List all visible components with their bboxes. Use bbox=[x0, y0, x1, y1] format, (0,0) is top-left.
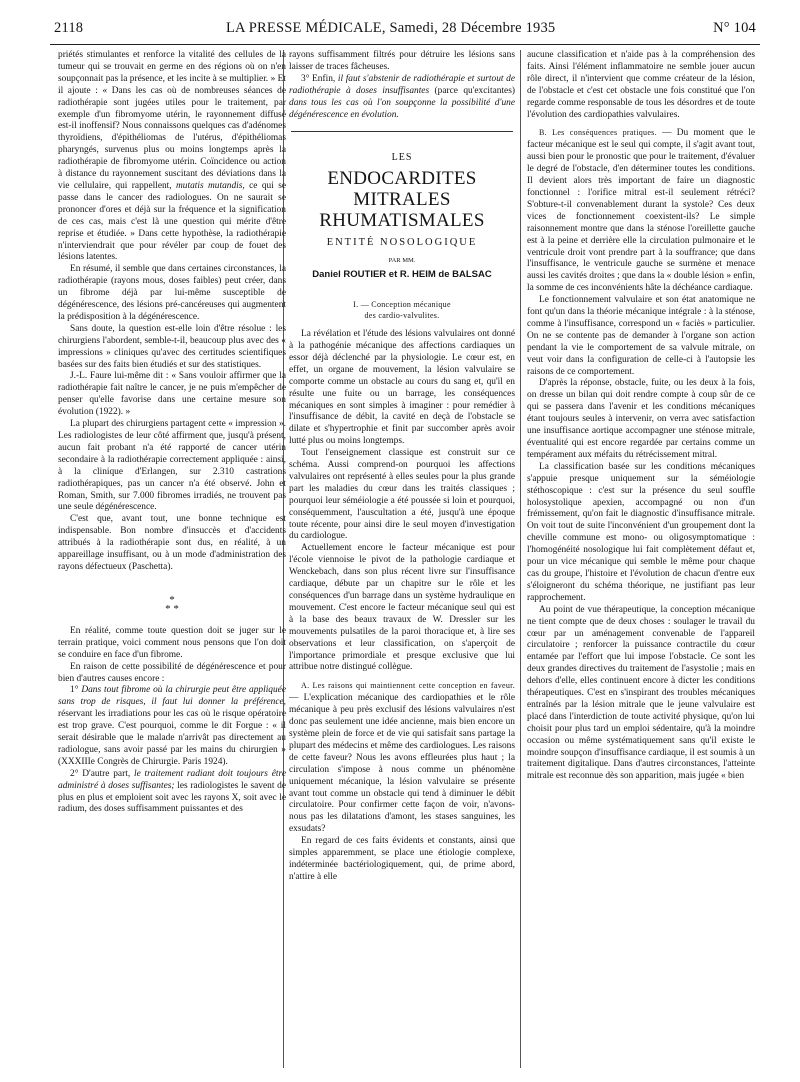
section-heading: I. — Conception mécanique des cardio-valvulites. bbox=[353, 300, 451, 321]
paragraph: En raison de cette possibilité de dégénérescence et pour bien d'autres causes encore : bbox=[58, 661, 286, 684]
column-divider bbox=[520, 50, 521, 1068]
paragraph: La plupart des chirurgiens partagent cette « impression ». Les radiologistes de leur côté affirment que, jusqu'à présent, aucun fait probant n'a été rapporté de cancer utérin secondaire à la radiothérapie correctement appliquée : ainsi, à la clinique d'Erlangen, sur 2.310 castrations radiothérapiques, pas un cancer n'a été observé. John et Roman, Smith, sur 7.000 fibromes irradiés, ne trouvent pas une seule dégénérescence. bbox=[58, 419, 286, 513]
article-top-rule bbox=[291, 131, 513, 132]
paragraph: 2° D'autre part, le traitement radiant doit toujours être administré à doses suffisantes; les radiologistes le savent de plus en plus et emploient soit avec les rayons X, soit avec le radium, des doses suffisamment puissantes et des bbox=[58, 768, 287, 815]
article-authors: Daniel ROUTIER et R. HEIM de BALSAC bbox=[312, 269, 492, 281]
header-rule bbox=[50, 44, 760, 45]
paragraph: A. Les raisons qui maintiennent cette conception en faveur. — L'explication mécanique des cardiopathies et le rôle mécanique à peu près exclusif des lésions valvulaires n'est donc pas seulement une idée ancienne, mais bien encore un système plein de force et de vie qui satisfait sans partage la plupart des médecins et même des cardiologues. Les raisons de cette faveur? Nous les avons effleurées plus haut ; la circulation s'impose à nous comme un phénomène uniquement mécanique, la lésion valvulaire se présente avant tout comme un obstacle qui tend à diminuer le débit circulatoire. Pour confirmer cette façon de voir, n'avons-nous pas les dilatations d'amont, les stases sanguines, les exsudats? bbox=[289, 681, 515, 835]
paragraph: B. Les conséquences pratiques. — Du moment que le facteur mécanique est le seul qui compte, il s'agit avant tout, aussi bien pour le pronostic que pour le traitement, d'évaluer le degré de l'obstacle, d'en déterminer toutes les conditions. Il devient alors très important de faire un diagnostic fonctionnel : l'orifice mitral est-il seulement rétréci? S'obture-t-il convenablement durant la systole? Ces deux vices de fonctionnement coexistent-ils? Le simple raisonnement montre que dans la sténose l'oreillette gauche est à la peine et derrière elle la circulation pulmonaire et le ventricule droit vont prendre part à la souffrance; que dans l'insuffisance, le ventricule gauche se surmène et menace aussi les cavités droites ; que dans la « double lésion » enfin, la somme de ces inconvénients hâte la déchéance cardiaque. bbox=[527, 128, 755, 294]
article-byline-prefix: PAR MM. bbox=[388, 257, 416, 265]
paragraph: Le fonctionnement valvulaire et son état anatomique ne font qu'un dans la théorie mécanique intégrale : à la sténose, comme à l'insuffisance, correspond un « faciès » particulier. On ne se contente pas de demander à l'organe son action pendant la vie le comportement de sa valvule mitrale, on veut voir dans la configuration de celle-ci à l'autopsie les raisons de ce comportement. bbox=[527, 295, 755, 377]
paragraph: La révélation et l'étude des lésions valvulaires ont donné à la pathogénie mécanique des affections cardiaques un essor déjà déclenché par la physiologie. Le cœur est, en effet, un organe de mouvement, la lésion valvulaire se comporte comme un obstacle au cours du sang et, qu'il en résulte une fuite ou un barrage, les conséquences mécaniques en sont simples à imaginer : pour remédier à l'insuffisance de débit, la cavité en deçà de l'obstacle se dilate et s'hypertrophie et finit par succomber après avoir lutté plus ou moins longtemps. bbox=[289, 329, 515, 447]
paragraph: 3° Enfin, il faut s'abstenir de radiothérapie et surtout de radiothérapie à doses insuffisantes (parce qu'excitantes) dans tous les cas où l'on soupçonne la possibilité d'une dégénérescence en évolution. bbox=[289, 73, 515, 120]
paragraph: aucune classification et n'aide pas à la compréhension des faits. Ainsi l'élément inflammatoire ne semble jouer aucun rôle direct, il n'intervient que comme créateur de la lésion, de l'obstacle et c'est cet obstacle une fois constitué que l'on regarde comme responsable de tous les désordres et de toute l'évolution des cardiopathies valvulaires. bbox=[527, 50, 755, 120]
paragraph: J.-L. Faure lui-même dit : « Sans vouloir affirmer que la radiothérapie fait naître le cancer, je ne puis m'empêcher de penser qu'elle favorise dans une certaine mesure son évolution (1922). » bbox=[58, 371, 286, 418]
article-title-prefix: LES bbox=[391, 152, 413, 164]
column-middle bbox=[289, 50, 515, 884]
paragraph: C'est que, avant tout, une bonne technique est indispensable. Bon nombre d'insuccès et d'accidents attribués à la radiothérapie sont dus, en réalité, à un appareillage insuffisant, ou à un mode d'administration des rayons défectueux (Paschetta). bbox=[58, 514, 286, 572]
paragraph: priétés stimulantes et renforce la vitalité des cellules de la tumeur qui se trouvait en germe en des régions où on n'en soupçonnait pas la présence, et les incite à se multiplier. » Et il ajoute : « Dans les cas où de nombreuses séances de radiothérapie sont jugées utiles pour le traitement, par exemple d'un fibromyome utérin, le rayonnement diffusé est-il inoffensif? Nous connaissons quelques cas d'adénomes thyroïdiens, d'épithéliomas de l'utérus, d'épithéliomas pharyngés, survenus plus ou moins longtemps après la radiothérapie de fibromyome utérin. Coïncidence ou action à distance du rayonnement suscitant des déviations dans la vie cellulaire, qui rappellent, mutatis mutandis, ce qui se passe dans le cancer des radiologues. On ne saurait se prononcer d'ores et déjà sur la fréquence et la signification de ces cas, mais c'est là une question qui mérite d'être reprise et étudiée. » Dans cette hypothèse, la radiothérapie n'interviendrait que pour révéler par coup de fouet des lésions latentes. bbox=[58, 50, 286, 263]
column-left bbox=[58, 50, 286, 816]
paragraph: Au point de vue thérapeutique, la conception mécanique ne tient compte que de deux choses : soulager le travail du cœur par un aménagement convenable de l'appareil circulatoire ; renforcer la puissance contractile du cœur entamée par l'effort que lui impose l'obstacle. Ce sont les deux grandes directives du traitement de l'asystolie ; mais en dehors d'elle, elles continuent encore à dicter les conditions thérapeutiques. C'est en s'inspirant des troubles mécaniques entraînés par la lésion mitrale que le jeune valvulaire est placé dans l'interdiction de toute activité physique, qu'on lui choisit pour plus tard un emploi sédentaire, qu'à la moindre occasion ou même systématiquement sans qu'il existe le moindre soupçon d'insuffisance cardiaque, il est soumis à un traitement digitalique. Dans d'autres circonstances, l'atteinte mitrale est reconnue dès son apparition, mais jugée « bien bbox=[527, 604, 755, 782]
page-number: 2118 bbox=[54, 20, 84, 36]
paragraph: Sans doute, la question est-elle loin d'être résolue : les chirurgiens l'abordent, semble-t-il, beaucoup plus avec des « impressions » cliniques qu'avec des certitudes scientifiques basées sur des faits bien étudiés et sur des statistiques. bbox=[58, 323, 286, 370]
paragraph: Tout l'enseignement classique est construit sur ce schéma. Aussi comprend-on pourquoi les affections valvulaires ont représenté à elles seules pour la plus grande part les maladies du cœur dans les traités classiques ; pourquoi leur séméiologie a été poussée si loin et pourquoi, conséquemment, l'auscultation a été, jusqu'à une époque toute récente, pour ainsi dire le seul moyen d'investigation du cardiologue. bbox=[289, 448, 515, 542]
paragraph: rayons suffisamment filtrés pour détruire les lésions sans laisser de traces fâcheuses. bbox=[289, 50, 515, 72]
paragraph: La classification basée sur les conditions mécaniques s'appuie presque uniquement sur la séméiologie stéthoscopique : c'est sur la présence du seul souffle holosystolique apexien, accompagné ou non d'un frémissement, qu'on fait le diagnostic d'insuffisance mitrale. On voit tout de suite l'inconvénient d'un groupement dont la cheville commune est mono- ou oligosymptomatique : l'homogénéité nosologique lui fait complètement défaut et, pour un vice mécanique qui semble le même pour chaque cas du groupe, l'histoire et l'évolution de chacun d'entre eux s'éloigneront du schéma théorique, ne justifiant pas leur rapprochement. bbox=[527, 461, 755, 603]
paragraph: En regard de ces faits évidents et constants, ainsi que simples apparemment, se place une étiologie complexe, indéterminée bactériologiquement, qui, de prime abord, n'attire à elle bbox=[289, 836, 515, 882]
issue-number: N° 104 bbox=[713, 20, 756, 36]
paragraph: D'après la réponse, obstacle, fuite, ou les deux à la fois, on dresse un bilan qui doit rendre compte à coup sûr de ce qui se passera dans l'avenir et les conditions mécaniques étant toujours seules à intervenir, on verra avec satisfaction une insuffisance aortique accompagner une sténose mitrale, éventualité qui est encore regardée par certains comme un tempérament aux méfaits du rétrécissement mitral. bbox=[527, 378, 755, 460]
paragraph: En réalité, comme toute question doit se juger sur le terrain pratique, voici comment nous pensons que l'on doit se conduire en face d'un fibrome. bbox=[58, 625, 286, 660]
paragraph: Actuellement encore le facteur mécanique est pour l'école viennoise le pivot de la pathologie cardiaque et Wenckebach, dans son plus récent livre sur l'insuffisance cardiaque, débute par un chapitre sur le rôle et les conséquences d'un barrage dans un système hydraulique en mouvement. C'est encore le facteur mécanique seul qui est à la base des beaux travaux de W. Dressler sur les mouvements pulsatiles de la paroi thoracique et, à lire ses observations et leur classification, on s'aperçoit de l'importance primordiale et presque exclusive que lui attribue notre distingué collègue. bbox=[289, 543, 515, 673]
article-title: ENDOCARDITES MITRALES RHUMATISMALES bbox=[319, 168, 485, 232]
article-subtitle: ENTITÉ NOSOLOGIQUE bbox=[326, 237, 478, 249]
section-separator: * * * bbox=[165, 593, 179, 615]
journal-title: LA PRESSE MÉDICALE, Samedi, 28 Décembre 1935 bbox=[226, 20, 556, 36]
paragraph: 1° Dans tout fibrome où la chirurgie peut être appliquée sans trop de risques, il faut lui donner la préférence, réservant les irradiations pour les cas où le risque opératoire est trop grave. C'est pourquoi, comme le dit Forgue : « il serait désirable que le malade n'arrivât pas directement au radiologue, sans avoir passé par les mains du chirurgien » (XXXIIIe Congrès de Chirurgie. Paris 1924). bbox=[58, 685, 286, 767]
column-right bbox=[527, 50, 755, 783]
paragraph: En résumé, il semble que dans certaines circonstances, la radiothérapie (rayons mous, doses faibles) peut créer, dans un fibrome déjà par lui-même susceptible de dégénérescence, des lésions pré-cancéreuses qui augmentent la prédisposition à la dégénérescence. bbox=[58, 264, 286, 322]
page-header bbox=[40, 20, 760, 44]
